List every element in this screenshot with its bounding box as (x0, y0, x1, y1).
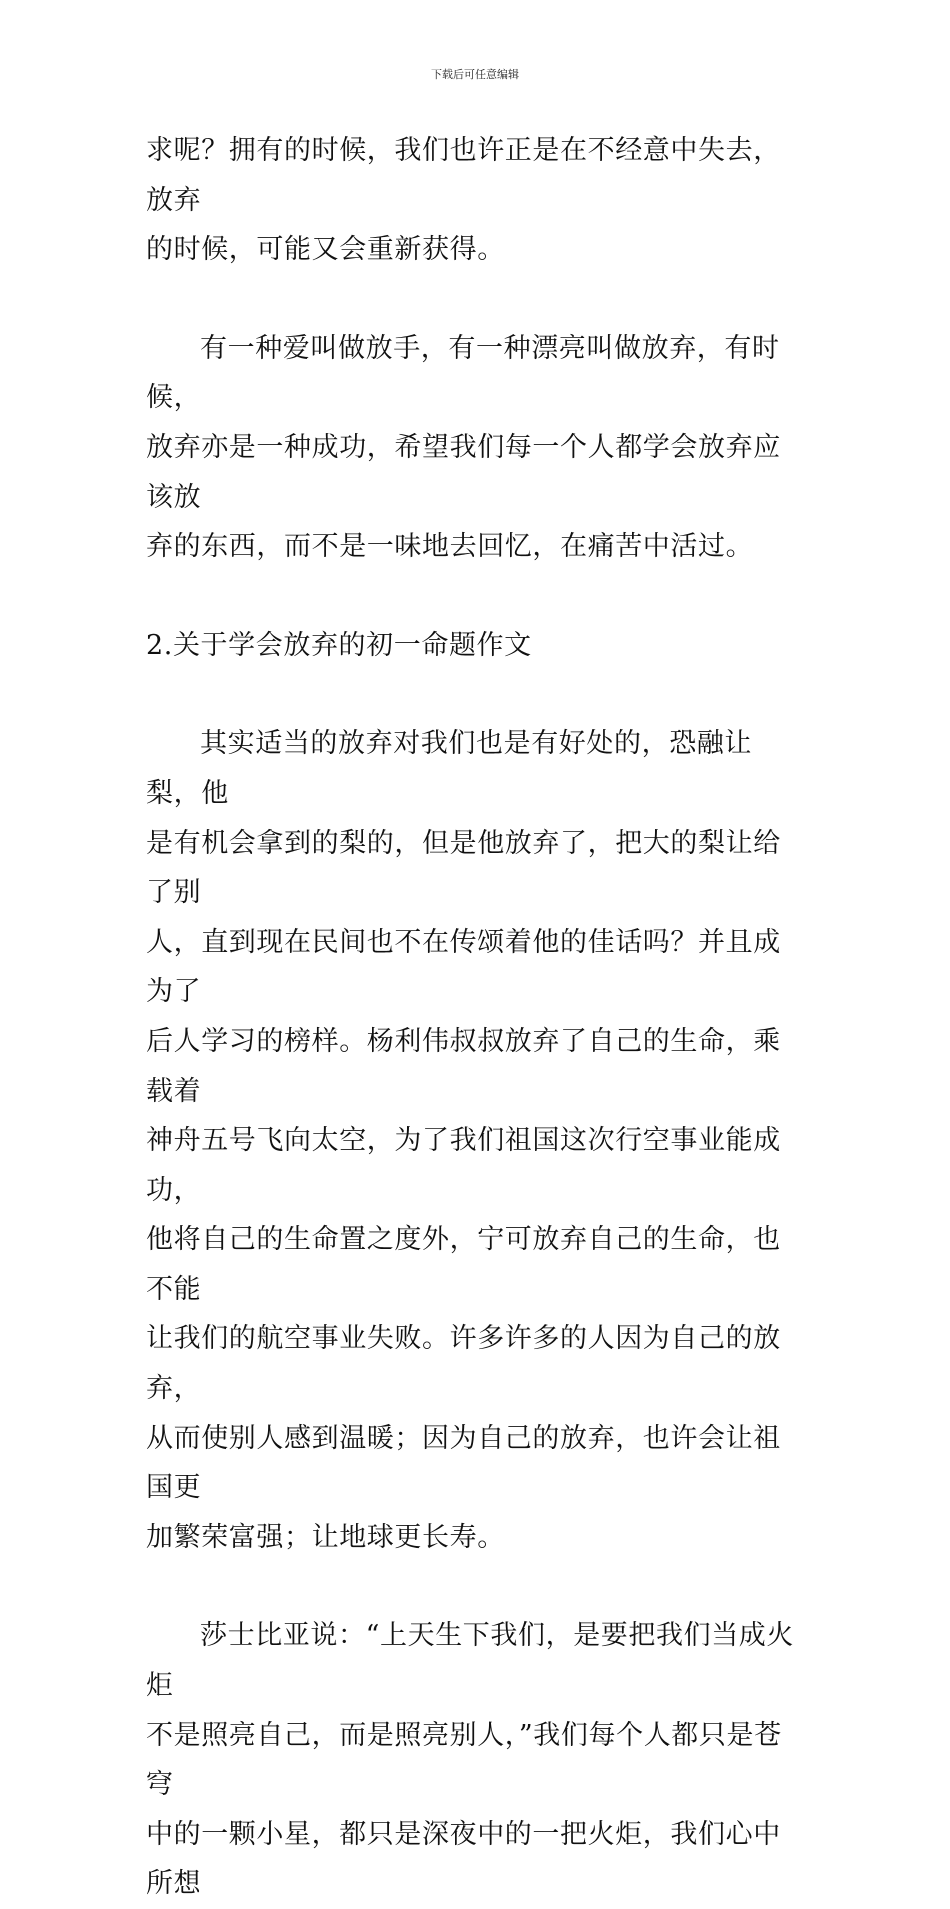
paragraph-line: 他将自己的生命置之度外，宁可放弃自己的生命，也不能 (146, 1224, 781, 1305)
paragraph-line: 后人学习的榜样。杨利伟叔叔放弃了自己的生命，乘载着 (146, 1025, 781, 1107)
paragraph-line: 不是照亮自己，而是照亮别人，”我们每个人都只是苍穹 (146, 1719, 782, 1801)
paragraph-line: 弃的东西，而不是一味地去回忆，在痛苦中活过。 (146, 531, 754, 563)
paragraph-line: 是有机会拿到的梨的，但是他放弃了，把大的梨让给了别 (146, 827, 781, 909)
paragraph-line: 求呢？拥有的时候，我们也许正是在不经意中失去，放弃 (146, 135, 781, 216)
paragraph-4 (146, 1611, 806, 1909)
paragraph-line: 加繁荣富强；让地球更长寿。 (146, 1521, 505, 1553)
document-body (146, 126, 806, 1909)
paragraph-3 (146, 719, 806, 1562)
paragraph-line: 从而使别人感到温暖；因为自己的放弃，也许会让祖国更 (146, 1422, 781, 1504)
header-note: 下载后可任意编辑 (431, 68, 519, 81)
heading-text: 2.关于学会放弃的初一命题作文 (146, 629, 532, 661)
paragraph-2 (146, 324, 806, 572)
paragraph-line: 人，直到现在民间也不在传颂着他的佳话吗？并且成为了 (146, 926, 781, 1008)
section-heading (146, 621, 806, 671)
paragraph-line: 有一种爱叫做放手，有一种漂亮叫做放弃，有时候， (146, 332, 780, 414)
paragraph-line: 中的一颗小星，都只是深夜中的一把火炬，我们心中所想 (146, 1818, 781, 1900)
paragraph-line: 的时候，可能又会重新获得。 (146, 234, 505, 266)
paragraph-line: 其实适当的放弃对我们也是有好处的，恐融让梨，他 (146, 728, 752, 809)
paragraph-line: 放弃亦是一种成功，希望我们每一个人都学会放弃应该放 (146, 431, 781, 513)
paragraph-line: 莎士比亚说：“上天生下我们，是要把我们当成火炬 (146, 1620, 795, 1702)
paragraph-line: 让我们的航空事业失败。许多许多的人因为自己的放弃， (146, 1323, 781, 1405)
paragraph-line: 神舟五号飞向太空，为了我们祖国这次行空事业能成功， (146, 1125, 781, 1206)
paragraph-1 (146, 126, 806, 275)
